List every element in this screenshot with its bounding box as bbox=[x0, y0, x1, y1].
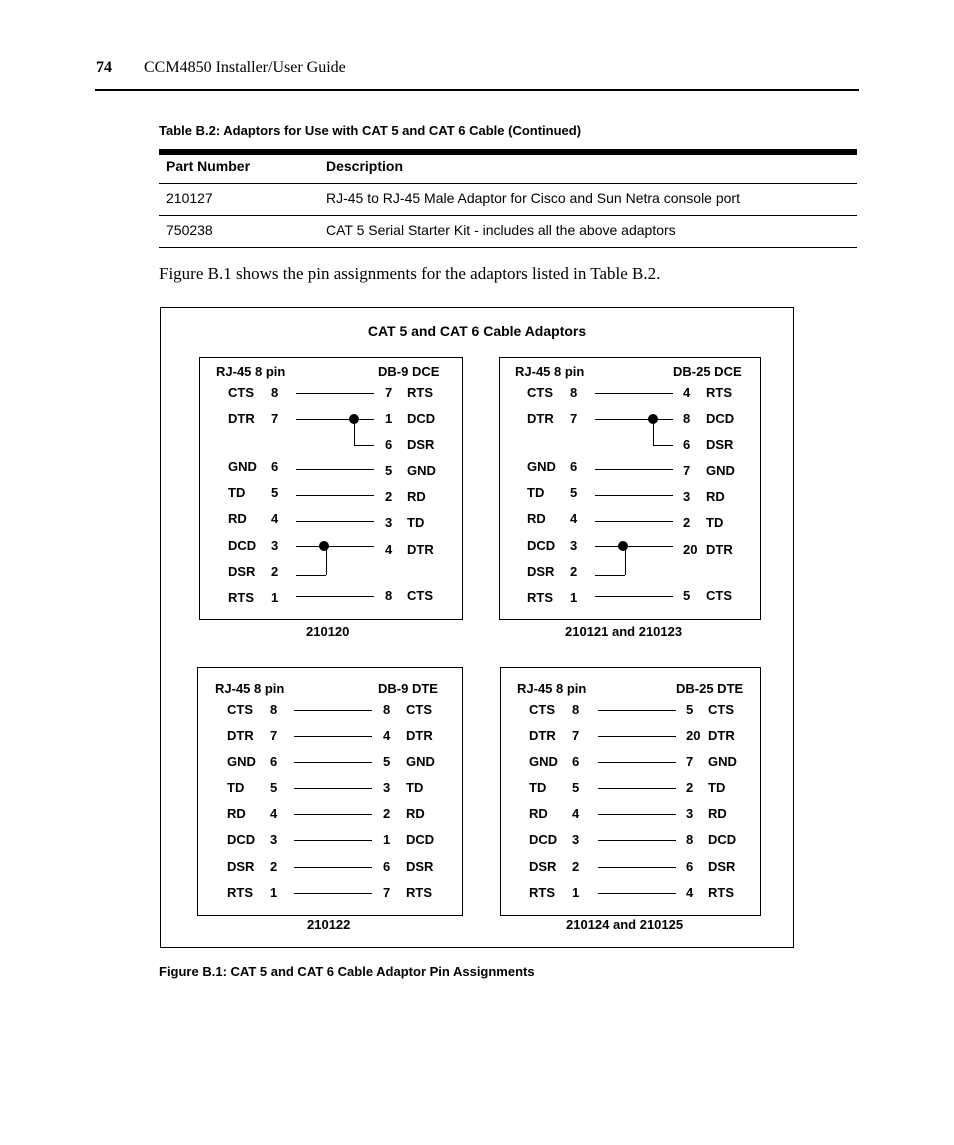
rj45-pin-signal: DCD bbox=[529, 832, 558, 847]
pin-wire bbox=[598, 762, 676, 763]
connector-label-db: DB-25 DTE bbox=[676, 681, 744, 696]
rj45-pin-signal: CTS bbox=[227, 702, 253, 717]
db-pin-signal: RD bbox=[406, 806, 425, 821]
connector-label-rj45: RJ-45 8 pin bbox=[517, 681, 587, 696]
db-pin-signal: DTR bbox=[406, 728, 433, 743]
rj45-pin-signal: DSR bbox=[227, 859, 255, 874]
pin-wire bbox=[296, 546, 374, 547]
db-pin-number: 3 bbox=[686, 806, 694, 821]
adaptor-part-number: 210124 and 210125 bbox=[566, 917, 684, 932]
pin-wire bbox=[598, 814, 676, 815]
rj45-pin-number: 2 bbox=[271, 564, 279, 579]
rj45-pin-number: 3 bbox=[270, 832, 278, 847]
rj45-pin-signal: RTS bbox=[227, 885, 253, 900]
db-pin-number: 8 bbox=[683, 411, 691, 426]
rj45-pin-number: 1 bbox=[570, 590, 578, 605]
rj45-pin-number: 5 bbox=[271, 485, 279, 500]
rj45-pin-signal: CTS bbox=[228, 385, 254, 400]
pin-wire bbox=[595, 596, 673, 597]
db-pin-signal: GND bbox=[407, 463, 436, 478]
db-pin-signal: DCD bbox=[406, 832, 435, 847]
db-pin-signal: GND bbox=[406, 754, 435, 769]
pin-wire bbox=[294, 736, 372, 737]
rj45-pin-signal: GND bbox=[529, 754, 558, 769]
db-pin-signal: DSR bbox=[407, 437, 435, 452]
rj45-pin-number: 2 bbox=[270, 859, 278, 874]
pin-wire bbox=[598, 788, 676, 789]
pin-wire bbox=[296, 596, 374, 597]
rj45-pin-signal: RD bbox=[227, 806, 246, 821]
db-pin-signal: DTR bbox=[407, 542, 434, 557]
db-pin-signal: DSR bbox=[706, 437, 734, 452]
db-pin-signal: RTS bbox=[406, 885, 432, 900]
db-pin-signal: DCD bbox=[706, 411, 735, 426]
pin-wire bbox=[296, 521, 374, 522]
rj45-pin-number: 8 bbox=[271, 385, 279, 400]
pin-wire bbox=[296, 495, 374, 496]
rj45-pin-signal: GND bbox=[227, 754, 256, 769]
db-pin-number: 20 bbox=[683, 542, 698, 557]
db-pin-number: 3 bbox=[383, 780, 391, 795]
jumper-wire bbox=[296, 575, 326, 576]
db-pin-number: 7 bbox=[683, 463, 691, 478]
db-pin-number: 3 bbox=[683, 489, 691, 504]
db-pin-number: 6 bbox=[385, 437, 393, 452]
rj45-pin-number: 6 bbox=[271, 459, 279, 474]
rj45-pin-signal: DCD bbox=[527, 538, 556, 553]
rj45-pin-number: 3 bbox=[271, 538, 279, 553]
pin-wire bbox=[598, 893, 676, 894]
db-pin-number: 8 bbox=[686, 832, 694, 847]
rj45-pin-signal: DSR bbox=[228, 564, 256, 579]
db-pin-signal: CTS bbox=[406, 702, 432, 717]
rj45-pin-number: 5 bbox=[572, 780, 580, 795]
rj45-pin-number: 1 bbox=[572, 885, 580, 900]
jumper-wire bbox=[653, 419, 654, 445]
db-pin-number: 2 bbox=[385, 489, 393, 504]
rj45-pin-number: 1 bbox=[271, 590, 279, 605]
body-paragraph: Figure B.1 shows the pin assignments for the adaptors listed in Table B.2. bbox=[159, 264, 661, 283]
db-pin-signal: RTS bbox=[706, 385, 732, 400]
table-cell-part-number: 750238 bbox=[166, 222, 213, 238]
rj45-pin-number: 8 bbox=[572, 702, 580, 717]
jumper-wire bbox=[595, 575, 625, 576]
rj45-pin-signal: TD bbox=[529, 780, 547, 795]
rj45-pin-number: 6 bbox=[270, 754, 278, 769]
pin-wire bbox=[595, 521, 673, 522]
db-pin-signal: DCD bbox=[708, 832, 737, 847]
rj45-pin-number: 8 bbox=[570, 385, 578, 400]
page-number: 74 bbox=[96, 59, 112, 76]
db-pin-signal: DSR bbox=[708, 859, 736, 874]
rj45-pin-number: 3 bbox=[570, 538, 578, 553]
rj45-pin-signal: DCD bbox=[227, 832, 256, 847]
db-pin-number: 3 bbox=[385, 515, 393, 530]
rj45-pin-signal: RD bbox=[529, 806, 548, 821]
pin-wire bbox=[595, 393, 673, 394]
pin-wire bbox=[598, 710, 676, 711]
rj45-pin-number: 5 bbox=[270, 780, 278, 795]
connector-label-db: DB-9 DCE bbox=[378, 364, 440, 379]
junction-dot bbox=[618, 541, 628, 551]
pin-wire bbox=[294, 788, 372, 789]
db-pin-number: 5 bbox=[385, 463, 393, 478]
rj45-pin-number: 4 bbox=[570, 511, 578, 526]
rj45-pin-number: 4 bbox=[271, 511, 279, 526]
db-pin-number: 4 bbox=[683, 385, 691, 400]
rj45-pin-number: 7 bbox=[570, 411, 578, 426]
pin-wire bbox=[296, 469, 374, 470]
junction-dot bbox=[319, 541, 329, 551]
db-pin-number: 5 bbox=[383, 754, 391, 769]
rj45-pin-number: 8 bbox=[270, 702, 278, 717]
rj45-pin-number: 1 bbox=[270, 885, 278, 900]
connector-label-rj45: RJ-45 8 pin bbox=[515, 364, 585, 379]
connector-label-db: DB-9 DTE bbox=[378, 681, 438, 696]
table-cell-description: RJ-45 to RJ-45 Male Adaptor for Cisco and Sun Netra console port bbox=[326, 190, 740, 206]
jumper-wire bbox=[653, 445, 673, 446]
pin-wire bbox=[296, 393, 374, 394]
table-top-rule bbox=[159, 149, 857, 155]
header-divider bbox=[95, 89, 859, 91]
rj45-pin-signal: DTR bbox=[529, 728, 556, 743]
rj45-pin-number: 7 bbox=[572, 728, 580, 743]
table-header-description: Description bbox=[326, 158, 404, 174]
table-header-part-number: Part Number bbox=[166, 158, 251, 174]
adaptor-part-number: 210120 bbox=[306, 624, 350, 639]
db-pin-number: 1 bbox=[383, 832, 391, 847]
connector-label-rj45: RJ-45 8 pin bbox=[215, 681, 285, 696]
pin-wire bbox=[598, 736, 676, 737]
db-pin-signal: RTS bbox=[407, 385, 433, 400]
db-pin-number: 4 bbox=[385, 542, 393, 557]
rj45-pin-number: 3 bbox=[572, 832, 580, 847]
db-pin-signal: CTS bbox=[706, 588, 732, 603]
db-pin-number: 8 bbox=[385, 588, 393, 603]
connector-label-rj45: RJ-45 8 pin bbox=[216, 364, 286, 379]
table-row-rule bbox=[159, 215, 857, 216]
pin-wire bbox=[294, 893, 372, 894]
db-pin-signal: GND bbox=[708, 754, 737, 769]
rj45-pin-signal: DTR bbox=[227, 728, 254, 743]
db-pin-signal: TD bbox=[708, 780, 726, 795]
db-pin-signal: DSR bbox=[406, 859, 434, 874]
rj45-pin-signal: TD bbox=[227, 780, 245, 795]
rj45-pin-signal: RTS bbox=[228, 590, 254, 605]
jumper-wire bbox=[625, 546, 626, 575]
rj45-pin-number: 4 bbox=[270, 806, 278, 821]
rj45-pin-number: 4 bbox=[572, 806, 580, 821]
table-caption: Table B.2: Adaptors for Use with CAT 5 and CAT 6 Cable (Continued) bbox=[159, 123, 582, 138]
rj45-pin-signal: CTS bbox=[529, 702, 555, 717]
db-pin-number: 6 bbox=[683, 437, 691, 452]
rj45-pin-signal: CTS bbox=[527, 385, 553, 400]
rj45-pin-number: 7 bbox=[270, 728, 278, 743]
connector-label-db: DB-25 DCE bbox=[673, 364, 742, 379]
rj45-pin-signal: RD bbox=[527, 511, 546, 526]
table-bottom-rule bbox=[159, 247, 857, 248]
pin-wire bbox=[595, 495, 673, 496]
db-pin-number: 20 bbox=[686, 728, 701, 743]
db-pin-number: 1 bbox=[385, 411, 393, 426]
pin-wire bbox=[595, 469, 673, 470]
db-pin-signal: RTS bbox=[708, 885, 734, 900]
db-pin-signal: RD bbox=[407, 489, 426, 504]
db-pin-number: 7 bbox=[385, 385, 393, 400]
rj45-pin-signal: RTS bbox=[529, 885, 555, 900]
table-header-rule bbox=[159, 183, 857, 184]
rj45-pin-number: 2 bbox=[572, 859, 580, 874]
db-pin-number: 2 bbox=[686, 780, 694, 795]
db-pin-signal: CTS bbox=[407, 588, 433, 603]
running-header-title: CCM4850 Installer/User Guide bbox=[144, 59, 346, 76]
pin-wire bbox=[294, 814, 372, 815]
db-pin-number: 6 bbox=[383, 859, 391, 874]
rj45-pin-number: 5 bbox=[570, 485, 578, 500]
rj45-pin-signal: GND bbox=[228, 459, 257, 474]
pin-wire bbox=[296, 419, 374, 420]
adaptor-part-number: 210122 bbox=[307, 917, 351, 932]
db-pin-signal: CTS bbox=[708, 702, 734, 717]
db-pin-number: 4 bbox=[686, 885, 694, 900]
pin-wire bbox=[294, 710, 372, 711]
pin-wire bbox=[595, 546, 673, 547]
db-pin-number: 7 bbox=[383, 885, 391, 900]
rj45-pin-number: 7 bbox=[271, 411, 279, 426]
db-pin-signal: DTR bbox=[708, 728, 735, 743]
db-pin-number: 2 bbox=[683, 515, 691, 530]
rj45-pin-number: 6 bbox=[572, 754, 580, 769]
pin-wire bbox=[294, 840, 372, 841]
table-cell-part-number: 210127 bbox=[166, 190, 213, 206]
rj45-pin-signal: DTR bbox=[527, 411, 554, 426]
db-pin-number: 5 bbox=[686, 702, 694, 717]
figure-title: CAT 5 and CAT 6 Cable Adaptors bbox=[367, 323, 587, 339]
figure-caption: Figure B.1: CAT 5 and CAT 6 Cable Adaptor Pin Assignments bbox=[159, 964, 535, 979]
rj45-pin-signal: DSR bbox=[529, 859, 557, 874]
db-pin-number: 7 bbox=[686, 754, 694, 769]
table-cell-description: CAT 5 Serial Starter Kit - includes all the above adaptors bbox=[326, 222, 676, 238]
rj45-pin-signal: DSR bbox=[527, 564, 555, 579]
rj45-pin-number: 2 bbox=[570, 564, 578, 579]
rj45-pin-signal: TD bbox=[527, 485, 545, 500]
db-pin-signal: TD bbox=[407, 515, 425, 530]
db-pin-number: 4 bbox=[383, 728, 391, 743]
rj45-pin-signal: RD bbox=[228, 511, 247, 526]
db-pin-number: 5 bbox=[683, 588, 691, 603]
rj45-pin-signal: DTR bbox=[228, 411, 255, 426]
db-pin-signal: TD bbox=[706, 515, 724, 530]
pin-wire bbox=[598, 840, 676, 841]
db-pin-number: 6 bbox=[686, 859, 694, 874]
db-pin-number: 8 bbox=[383, 702, 391, 717]
db-pin-signal: DCD bbox=[407, 411, 436, 426]
db-pin-signal: RD bbox=[708, 806, 727, 821]
rj45-pin-signal: GND bbox=[527, 459, 556, 474]
rj45-pin-signal: RTS bbox=[527, 590, 553, 605]
db-pin-signal: DTR bbox=[706, 542, 733, 557]
jumper-wire bbox=[354, 445, 374, 446]
db-pin-signal: RD bbox=[706, 489, 725, 504]
db-pin-signal: GND bbox=[706, 463, 735, 478]
rj45-pin-number: 6 bbox=[570, 459, 578, 474]
db-pin-number: 2 bbox=[383, 806, 391, 821]
adaptor-part-number: 210121 and 210123 bbox=[565, 624, 683, 639]
pin-wire bbox=[595, 419, 673, 420]
rj45-pin-signal: DCD bbox=[228, 538, 257, 553]
pin-wire bbox=[294, 762, 372, 763]
jumper-wire bbox=[354, 419, 355, 445]
pin-wire bbox=[598, 867, 676, 868]
db-pin-signal: TD bbox=[406, 780, 424, 795]
jumper-wire bbox=[326, 546, 327, 575]
rj45-pin-signal: TD bbox=[228, 485, 246, 500]
pin-wire bbox=[294, 867, 372, 868]
